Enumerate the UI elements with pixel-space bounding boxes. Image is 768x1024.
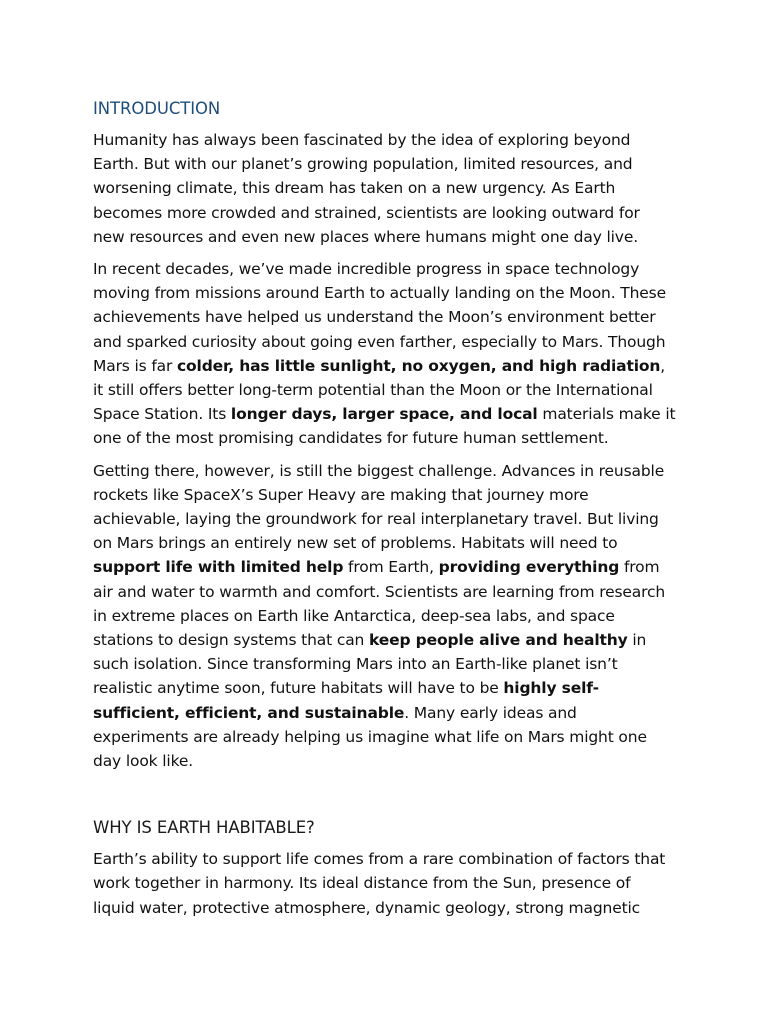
text-run: In recent decades, we’ve made incredible progress in space technology moving from missions around Earth to actually landing on the Moon. These achievements have helped us understand the Moon’s environment better and sparked curiosity about going even farther, especially to Mars. Though Mars is far [93, 260, 666, 375]
document-body [93, 96, 676, 920]
text-run: Getting there, however, is still the biggest challenge. Advances in reusable rockets like SpaceX’s Super Heavy are making that journey more achievable, laying the groundwork for real interplanetary travel. But living on Mars brings an entirely new set of problems. Habitats will need to [93, 461, 665, 553]
text-run: materials make it one of the most promising candidates for future human settlement. [93, 405, 676, 448]
text-run: , it still offers better long-term potential than the Moon or the International Space Station. Its [93, 356, 666, 424]
why-earth-habitable-heading: WHY IS EARTH HABITABLE? [93, 818, 315, 838]
introduction-heading: INTRODUCTION [93, 99, 221, 118]
intro-paragraph-1: Humanity has always been fascinated by the idea of exploring beyond Earth. But with our planet’s growing population, limited resources, and worsening climate, this dream has taken on a new urgency. As Earth becomes more crowded and strained, scientists are looking outward for new resources and even new places where humans might one day live. [93, 131, 640, 246]
text-run: in such isolation. Since transforming Mars into an Earth-like planet isn’t realistic anytime soon, future habitats will have to be [93, 631, 647, 698]
text-run: from air and water to warmth and comfort. Scientists are learning from research in extreme places on Earth like Antarctica, deep-sea labs, and space stations to design systems that can [93, 558, 666, 650]
intro-paragraph-2 [93, 257, 676, 451]
text-run: from Earth, [343, 558, 439, 577]
bold-text-run: colder, has little sunlight, no oxygen, and high radiation [177, 356, 661, 375]
bold-text-run: highly self-sufficient, efficient, and sustainable [93, 679, 599, 722]
bold-text-run: providing everything [438, 558, 620, 577]
earth-habitable-paragraph-1: Earth’s ability to support life comes from a rare combination of factors that work together in harmony. Its ideal distance from the Sun, presence of liquid water, protective atmosphere, dynamic geology, strong magnetic [93, 850, 666, 917]
intro-paragraph-3 [93, 459, 676, 774]
text-run: . Many early ideas and experiments are already helping us imagine what life on Mars might one day look like. [93, 703, 647, 771]
bold-text-run: longer days, larger space, and local [230, 405, 538, 424]
bold-text-run: keep people alive and healthy [369, 631, 628, 650]
bold-text-run: support life with limited help [93, 558, 344, 577]
